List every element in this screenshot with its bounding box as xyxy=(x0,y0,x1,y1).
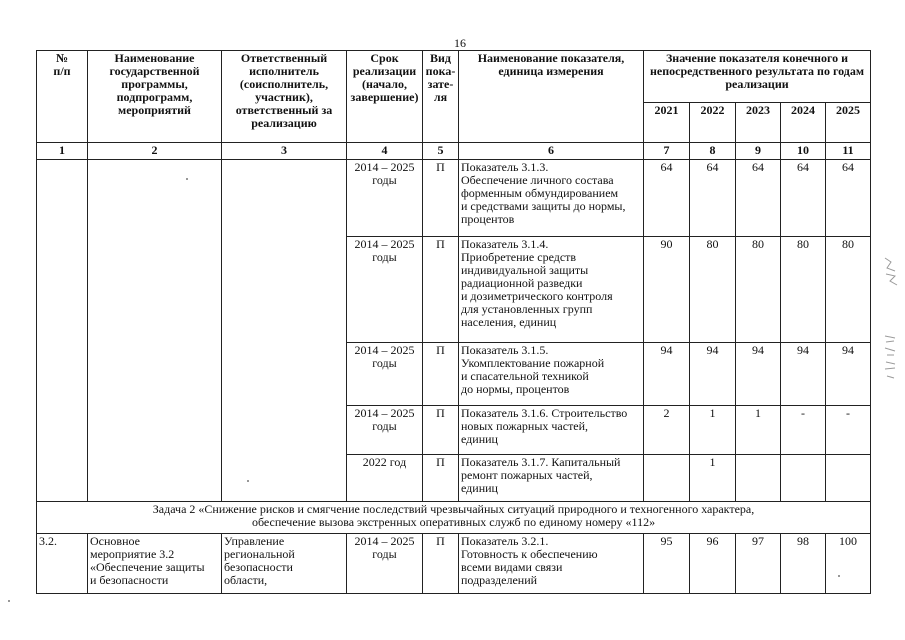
header-year: 2025 xyxy=(826,103,871,143)
value-cell: 1 xyxy=(690,455,736,502)
scan-speck xyxy=(8,600,10,602)
value-cell: 64 xyxy=(826,160,871,237)
value-cell xyxy=(644,455,690,502)
kind-cell: П xyxy=(423,160,459,237)
value-cell: 1 xyxy=(736,406,781,455)
term-cell: 2014 – 2025 годы xyxy=(347,534,423,594)
value-cell: 96 xyxy=(690,534,736,594)
executor-cell: Управление региональной безопасности области, xyxy=(222,534,347,594)
term-cell: 2014 – 2025 годы xyxy=(347,343,423,406)
value-cell: - xyxy=(826,406,871,455)
header-year: 2022 xyxy=(690,103,736,143)
col-number: 5 xyxy=(423,143,459,160)
task-heading: Задача 2 «Снижение рисков и смягчение последствий чрезвычайных ситуаций природного и техногенного характера, обеспечение вызова экстренных оперативных служб по единому номеру «112» xyxy=(37,502,871,534)
value-cell: 64 xyxy=(781,160,826,237)
term-cell: 2014 – 2025 годы xyxy=(347,237,423,343)
header-values-group: Значение показателя конечного и непосредственного результата по годам реализации xyxy=(644,51,871,103)
value-cell: 100 xyxy=(826,534,871,594)
col-number: 7 xyxy=(644,143,690,160)
header-kind: Вид пока-зате-ля xyxy=(423,51,459,143)
value-cell: 80 xyxy=(690,237,736,343)
value-cell: 95 xyxy=(644,534,690,594)
margin-stamp-icon xyxy=(882,256,900,386)
value-cell: 94 xyxy=(690,343,736,406)
value-cell: 1 xyxy=(690,406,736,455)
scan-speck xyxy=(247,480,249,482)
value-cell: 64 xyxy=(644,160,690,237)
value-cell: 80 xyxy=(826,237,871,343)
header-year: 2023 xyxy=(736,103,781,143)
value-cell: 2 xyxy=(644,406,690,455)
name-cell-empty xyxy=(88,160,222,502)
col-number: 11 xyxy=(826,143,871,160)
value-cell: 90 xyxy=(644,237,690,343)
col-number: 10 xyxy=(781,143,826,160)
value-cell: 64 xyxy=(736,160,781,237)
header-year: 2024 xyxy=(781,103,826,143)
indicator-cell: Показатель 3.1.5. Укомплектование пожарной и спасательной техникой до нормы, процентов xyxy=(459,343,644,406)
value-cell: 94 xyxy=(644,343,690,406)
value-cell: 94 xyxy=(826,343,871,406)
value-cell xyxy=(781,455,826,502)
page-number: 16 xyxy=(454,36,466,50)
col-number: 8 xyxy=(690,143,736,160)
value-cell: 64 xyxy=(690,160,736,237)
indicator-cell: Показатель 3.1.6. Строительство новых пожарных частей, единиц xyxy=(459,406,644,455)
scan-speck xyxy=(838,575,840,577)
value-cell: - xyxy=(781,406,826,455)
col-number: 2 xyxy=(88,143,222,160)
num-cell: 3.2. xyxy=(37,534,88,594)
header-term: Срок реализации (начало, завершение) xyxy=(347,51,423,143)
col-number: 4 xyxy=(347,143,423,160)
value-cell xyxy=(826,455,871,502)
header-indicator: Наименование показателя, единица измерения xyxy=(459,51,644,143)
value-cell: 80 xyxy=(781,237,826,343)
task-row xyxy=(37,502,871,534)
kind-cell: П xyxy=(423,343,459,406)
scan-speck xyxy=(186,178,188,180)
value-cell: 94 xyxy=(781,343,826,406)
value-cell: 98 xyxy=(781,534,826,594)
table-row xyxy=(37,160,871,237)
value-cell: 80 xyxy=(736,237,781,343)
term-cell: 2014 – 2025 годы xyxy=(347,406,423,455)
kind-cell: П xyxy=(423,455,459,502)
term-cell: 2014 – 2025 годы xyxy=(347,160,423,237)
header-year: 2021 xyxy=(644,103,690,143)
header-num: № п/п xyxy=(37,51,88,143)
term-cell: 2022 год xyxy=(347,455,423,502)
header-executor: Ответственный исполнитель (соисполнитель, участник), ответственный за реализацию xyxy=(222,51,347,143)
header-name: Наименование государственной программы, подпрограмм, мероприятий xyxy=(88,51,222,143)
value-cell: 94 xyxy=(736,343,781,406)
num-cell-empty xyxy=(37,160,88,502)
table-row xyxy=(37,534,871,594)
col-number: 6 xyxy=(459,143,644,160)
indicator-cell: Показатель 3.1.7. Капитальный ремонт пожарных частей, единиц xyxy=(459,455,644,502)
name-cell: Основное мероприятие 3.2 «Обеспечение защиты и безопасности xyxy=(88,534,222,594)
value-cell: 97 xyxy=(736,534,781,594)
executor-cell-empty xyxy=(222,160,347,502)
col-number: 9 xyxy=(736,143,781,160)
indicators-table xyxy=(36,50,871,594)
value-cell xyxy=(736,455,781,502)
indicator-cell: Показатель 3.2.1. Готовность к обеспечению всеми видами связи подразделений xyxy=(459,534,644,594)
kind-cell: П xyxy=(423,534,459,594)
kind-cell: П xyxy=(423,406,459,455)
indicator-cell: Показатель 3.1.3. Обеспечение личного состава форменным обмундированием и средствами защиты до нормы, процентов xyxy=(459,160,644,237)
col-number: 1 xyxy=(37,143,88,160)
indicator-cell: Показатель 3.1.4. Приобретение средств индивидуальной защиты радиационной разведки и дозиметрического контроля для установленных групп населения, единиц xyxy=(459,237,644,343)
col-number: 3 xyxy=(222,143,347,160)
kind-cell: П xyxy=(423,237,459,343)
